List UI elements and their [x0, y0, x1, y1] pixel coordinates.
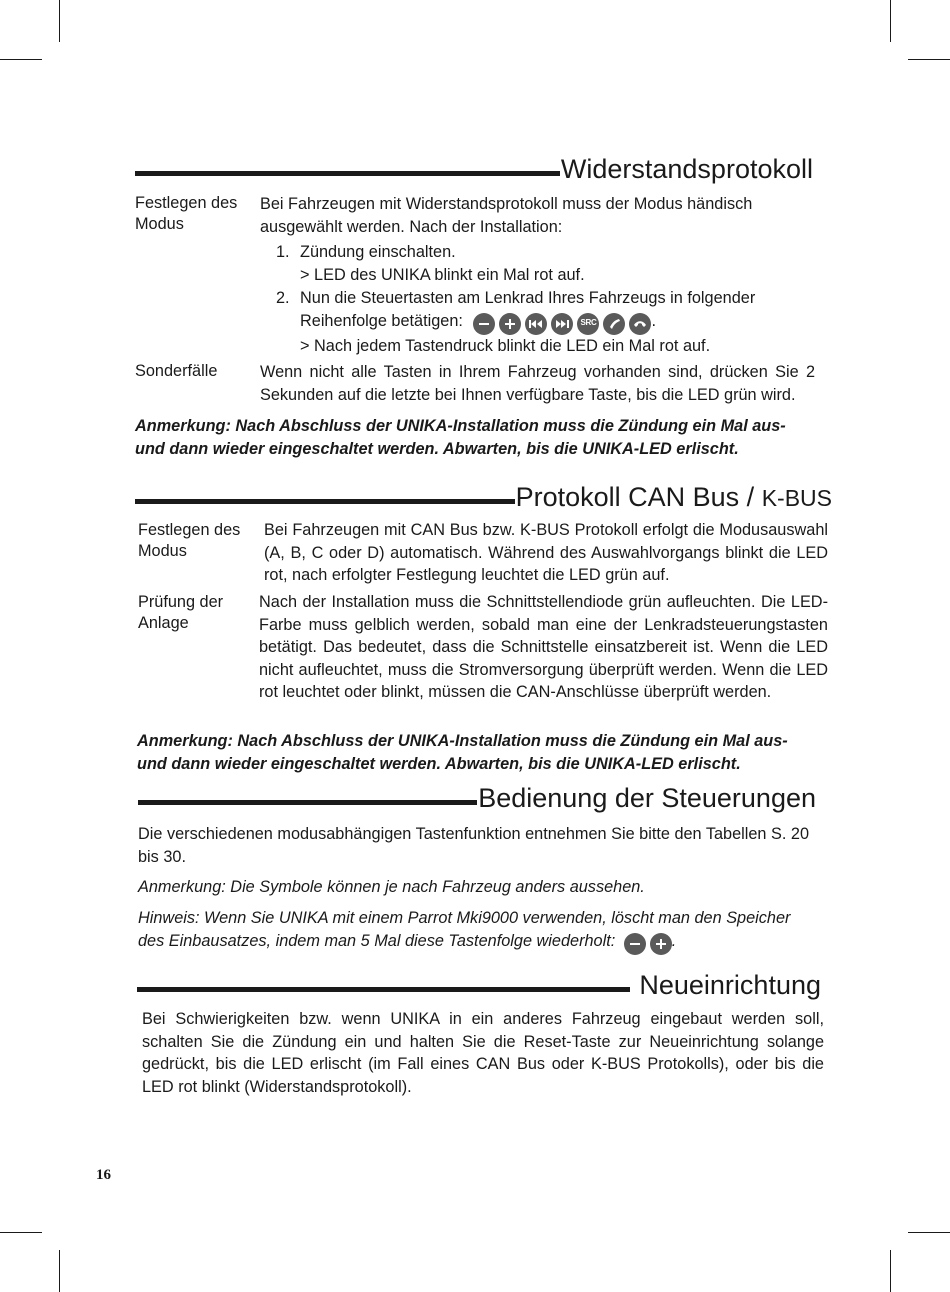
heading-rule — [135, 499, 515, 504]
next-track-icon — [551, 313, 573, 335]
install-note: Anmerkung: Nach Abschluss der UNIKA-Installation muss die Zündung ein Mal aus- und dann wieder eingeschaltet werden. Abwarten, bis die UNIKA-LED erlischt. — [135, 417, 786, 458]
label-mode: Festlegen des Modus — [135, 194, 238, 233]
minus-icon — [473, 313, 495, 335]
section-heading-canbus — [135, 484, 832, 511]
label-special-cases: Sonderfälle — [135, 362, 218, 380]
system-check-text: Nach der Installation muss die Schnittstellendiode grün aufleuchten. Die LED-Farbe muss gelblich werden, sobald man eine der Lenkradsteuerungstasten betätigt. Das bedeutet, dass die Schnittstelle einsatzbereit ist. Wenn die LED nicht aufleuchtet, muss die Stromversorgung überprüft werden. Wenn die LED rot leuchtet oder blinkt, müssen die CAN-Anschlüsse überprüft werden. — [259, 593, 828, 701]
step-list — [276, 241, 816, 357]
crop-mark — [0, 1232, 42, 1233]
heading-rule — [138, 800, 477, 805]
crop-mark — [59, 1250, 60, 1292]
crop-mark — [59, 0, 60, 42]
section-heading-reset — [137, 972, 821, 999]
heading-rule — [135, 171, 560, 176]
controls-text: Die verschiedenen modusabhängigen Tastenfunktion entnehmen Sie bitte den Tabellen S. 20 bis 30. — [138, 825, 810, 866]
crop-mark — [890, 1250, 891, 1292]
step-text-cont: Reihenfolge betätigen: — [300, 311, 463, 330]
crop-mark — [908, 59, 950, 60]
reset-text: Bei Schwierigkeiten bzw. wenn UNIKA in ein anderes Fahrzeug eingebaut werden soll, schalten Sie die Zündung ein und halten Sie die Reset-Taste zur Neueinrichtung solange gedrückt, bis die LED erlischt (im Fall eines CAN Bus oder K-BUS Protokolls), oder bis die LED rot blinkt (Widerstandsprotokoll). — [142, 1010, 824, 1096]
heading-rule — [137, 987, 630, 992]
crop-mark — [908, 1232, 950, 1233]
reset-button-sequence — [624, 933, 672, 955]
page-number: 16 — [96, 1167, 111, 1183]
plus-icon — [650, 933, 672, 955]
previous-track-icon — [525, 313, 547, 335]
section-title: Bedienung der Steuerungen — [478, 783, 816, 813]
step-text: Nun die Steuertasten am Lenkrad Ihres Fahrzeugs in folgender — [300, 289, 756, 307]
section-title: Protokoll CAN Bus / K-BUS — [515, 482, 832, 512]
section-heading-resistance — [135, 156, 813, 183]
src-icon: SRC — [577, 313, 599, 335]
step-result: > LED des UNIKA blinkt ein Mal rot auf. — [300, 265, 585, 284]
section-title: Widerstandsprotokoll — [560, 154, 813, 184]
special-cases-text: Wenn nicht alle Tasten in Ihrem Fahrzeug vorhanden sind, drücken Sie 2 Sekunden auf die letzte bei Ihnen verfügbare Taste, bis die LED grün wird. — [260, 363, 815, 404]
button-sequence — [473, 313, 651, 335]
minus-icon — [624, 933, 646, 955]
step-item: 2. Nun die Steuertasten am Lenkrad Ihres Fahrzeugs in folgender Reihenfolge betätigen: SRC . > Nach jedem Tastendruck blinkt die LED ein Mal rot auf. — [276, 287, 816, 357]
install-note: Anmerkung: Nach Abschluss der UNIKA-Installation muss die Zündung ein Mal aus- und dann wieder eingeschaltet werden. Abwarten, bis die UNIKA-LED erlischt. — [137, 732, 788, 773]
mode-text: Bei Fahrzeugen mit CAN Bus bzw. K-BUS Protokoll erfolgt die Modusauswahl (A, B, C oder D) automatisch. Während des Auswahlvorgangs blinkt die LED rot, nach erfolgter Festlegung leuchtet die LED grün auf. — [264, 521, 828, 584]
symbols-note: Anmerkung: Die Symbole können je nach Fahrzeug anders aussehen. — [138, 878, 645, 896]
step-item — [276, 241, 816, 286]
label-system-check: Prüfung der Anlage — [138, 593, 224, 632]
phone-hangup-icon — [629, 313, 651, 335]
plus-icon — [499, 313, 521, 335]
mode-text: Bei Fahrzeugen mit Widerstandsprotokoll muss der Modus händisch ausgewählt werden. Nach der Installation: — [260, 195, 753, 236]
step-number: 1. — [276, 243, 290, 261]
parrot-hint: Hinweis: Wenn Sie UNIKA mit einem Parrot Mki9000 verwenden, löscht man den Speicher des Einbausatzes, indem man 5 Mal diese Tastenfolge wiederholt: . — [138, 907, 838, 955]
section-heading-controls — [138, 785, 816, 812]
crop-mark — [0, 59, 42, 60]
step-number: 2. — [276, 289, 290, 307]
label-mode: Festlegen des Modus — [138, 521, 241, 560]
crop-mark — [890, 0, 891, 42]
section-title: Neueinrichtung — [639, 970, 821, 1000]
step-text: Zündung einschalten. — [300, 243, 456, 261]
phone-accept-icon — [603, 313, 625, 335]
step-result: > Nach jedem Tastendruck blinkt die LED ein Mal rot auf. — [300, 336, 711, 355]
